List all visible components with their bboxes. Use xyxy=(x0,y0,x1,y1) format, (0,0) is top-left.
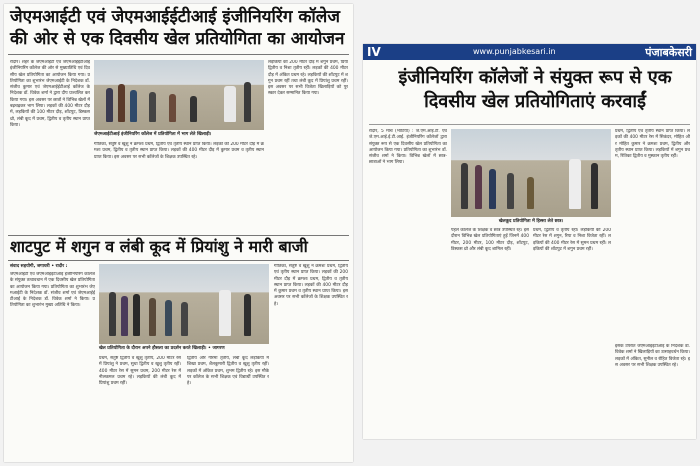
right-news-clip xyxy=(363,44,696,439)
left-article-column-b: लड़कियों की 200 मीटर दौड़ में शगुन प्रथम, प्रिया द्वितीय व निशा तृतीय रहीं। लड़कों की 400 मीटर दौड़ में अंकित प्रथम रहे। लड़कियों की शॉटपुट में शगुन प्रथम रहीं तथा लंबी कूद में प्रियांशु प्रथम रहीं। इस अवसर पर सभी विजेता खिलाड़ियों को पुरस्कार देकर सम्मानित किया गया। xyxy=(268,60,348,97)
masthead xyxy=(363,44,696,60)
left-photo-1 xyxy=(94,60,264,130)
divider xyxy=(8,235,349,236)
left-article-column-e2: द्वितीय और गरिमा तृतीय, लंबी कूद लड़कियों में शिखा प्रथम, शैलकुमारी द्वितीय व खुशु तृतीय रहीं। लड़कों में अंकित प्रथम, शुभम द्वितीय रहे। इस मौके पर कॉलेज के सभी शिक्षक एवं विद्यार्थी उपस्थित रहे। xyxy=(187,356,269,387)
left-headline-2: शाटपुट में शगुन व लंबी कूद में प्रियांशु ने मारी बाजी xyxy=(10,237,308,256)
left-photo-1-caption: जेएमआईटीआई इंजीनियरिंग कॉलेज में प्रतियोगिता में भाग लेते खिलाड़ी। xyxy=(94,132,212,137)
right-article-column-d: प्रथम, द्वितीय व तृतीय रहीं। लड़कियों की 200 मीटर रेस में शगुन, रिया व निशा विजेता रहीं। लड़कियों की 400 मीटर रेस में सुमन प्रथम रहीं। लड़कियों की शॉटपुट में शगुन प्रथम रहीं। xyxy=(533,228,611,252)
right-article-column-b: प्रथम, द्वितीय एवं तृतीय स्थान प्राप्त किया। लड़कों की 400 मीटर रेस में सिकंदर, मोहित और मोहित कुमार ने क्रमशः प्रथम, द्वितीय और तृतीय स्थान प्राप्त किया। लड़कियों में शगुन प्रथम, रितिका द्वितीय व मुस्कान तृतीय रहीं। xyxy=(615,129,690,160)
right-photo-caption: खेलकूद प्रतियोगिता में हिस्सा लेते छात्र। xyxy=(498,219,564,224)
masthead-brand: पंजाबकेसरी xyxy=(645,46,692,59)
right-article-column-c: पहले कॉलेज के शिक्षक व छात्र उपस्थित रहे। इस दौरान विभिन्न खेल प्रतियोगिताएं हुईं जिनमें 400 मीटर, 200 मीटर, 100 मीटर दौड़, शॉटपुट, डिस्कस थ्रो और लंबी कूद शामिल रहीं। xyxy=(451,228,529,252)
left-news-clip xyxy=(4,4,353,462)
left-article-column-f: गीतिका, सतुष्ट व खुशु ने क्रमशः प्रथम, द्वितीय एवं तृतीय स्थान प्राप्त किया। लड़कों की 200 मीटर दौड़ में क्रमशः प्रथम, द्वितीय व तृतीय स्थान प्राप्त किया। लड़कों की 400 मीटर दौड़ में कुमार प्रथम व तृतीय स्थान प्राप्त किया। इस अवसर पर सभी कॉलेजों के शिक्षक उपस्थित रहे। xyxy=(274,264,348,307)
divider xyxy=(369,124,690,125)
divider xyxy=(8,260,349,261)
left-byline: संवाद सहयोगी, जगाधरी • रादौर : xyxy=(10,264,68,269)
left-headline-1: जेएमआईटी एवं जेएमआईईटीआई इंजीनियरिंग कॉलेज की ओर से एक दिवसीय खेल प्रतियोगिता का आयोजन xyxy=(10,7,345,49)
right-photo xyxy=(451,129,611,217)
left-article-column-d: जेएमआईटी एवं जेएमआईईटीआई इंजीनियरिंग कॉलेज के संयुक्त तत्वावधान में एक दिवसीय खेल प्रतियोगिता का आयोजन किया गया। प्रतियोगिता का शुभारंभ जेएमआईटी के निदेशक डॉ. संजीव शर्मा एवं जेएमआईईटीआई के निदेशक डॉ. विवेक शर्मा ने किया। प्रतियोगिता का शुभारंभ मुख्य अतिथि ने किया। xyxy=(10,272,95,309)
right-article-column-e: इसके उपरांत जेएमआईईटीआई के निदेशक डॉ. विवेक शर्मा ने खिलाड़ियों का उत्साहवर्धन किया। लड़कों में अंकित, सुनील व रोहित विजेता रहे। इस अवसर पर सभी शिक्षक उपस्थित रहे। xyxy=(615,344,690,368)
divider xyxy=(8,54,349,55)
left-photo-2-caption: खेल प्रतियोगिता के दौरान अपने हौसला का प्रदर्शन करते खिलाड़ी। • जागरण xyxy=(99,346,225,351)
right-headline: इंजीनियरिंग कॉलेजों ने संयुक्त रूप से एक दिवसीय खेल प्रतियोगिताएं करवाईं xyxy=(398,67,672,112)
page-number: IV xyxy=(367,45,381,59)
left-photo-2 xyxy=(99,264,269,344)
left-article-column-a: रादौर। शहर के जेएमआईटी एवं जेएमआईईटीआई इंजीनियरिंग कॉलेज की ओर से मुख्यातिथि एवं दिवसीय खेल प्रतियोगिता का आयोजन किया गया। प्रतियोगिता का शुभारंभ जेएमआईटी के निदेशक डॉ. संजीव कुमार एवं जेएमआईईटीआई कॉलेज के निदेशक डॉ. विवेक शर्मा ने द्वारा दीप प्रज्वलित कर किया गया। इस अवसर पर छात्रों ने विभिन्न खेलों में बढ़चढ़कर भाग लिया। लड़कों की 400 मीटर दौड़ में, लड़कियों की 100 मीटर दौड़, शॉटपुट, डिस्कस थ्रो, लंबी कूद में प्रथम, द्वितीय व तृतीय स्थान प्राप्त किया। xyxy=(10,60,90,128)
right-article-column-a: रादौर, 5 मार्च (भाटिया) : जे.एम.आई.टी. एवं जे.एम.आई.ई.टी.आई. इंजीनियरिंग कॉलेजों द्वारा संयुक्त रूप से एक दिवसीय खेल प्रतियोगिता का आयोजन किया गया। प्रतियोगिता का शुभारंभ डॉ. संजीव शर्मा ने किया। विभिन्न खेलों में छात्र-छात्राओं ने भाग लिया। xyxy=(369,129,447,166)
left-article-column-c: गीतिका, सतुष्ट व खुशु ने क्रमशः प्रथम, द्वितीय एवं तृतीय स्थान प्राप्त किया। लड़कों की 200 मीटर दौड़ में क्रमशः प्रथम, द्वितीय व तृतीय स्थान प्राप्त किया। लड़कों की 400 मीटर दौड़ में कुमार प्रथम व तृतीय स्थान प्राप्त किया। इस अवसर पर सभी कॉलेजों के शिक्षक उपस्थित रहे। xyxy=(94,142,264,160)
masthead-website: www.punjabkesari.in xyxy=(473,47,556,56)
left-article-column-e: प्रथम, सतुष्ट द्वितीय व खुशु तृतीय, 200 मीटर रेस में प्रियांशु ने प्रथम, सुधा द्वितीय व खुशु तृतीय रहीं। 400 मीटर रेस में सुमन प्रथम, 200 मीटर रेस में नीलकमल प्रथम रहे। लड़कियों की लंबी कूद में प्रियांशु प्रथम रहीं। xyxy=(99,356,181,387)
